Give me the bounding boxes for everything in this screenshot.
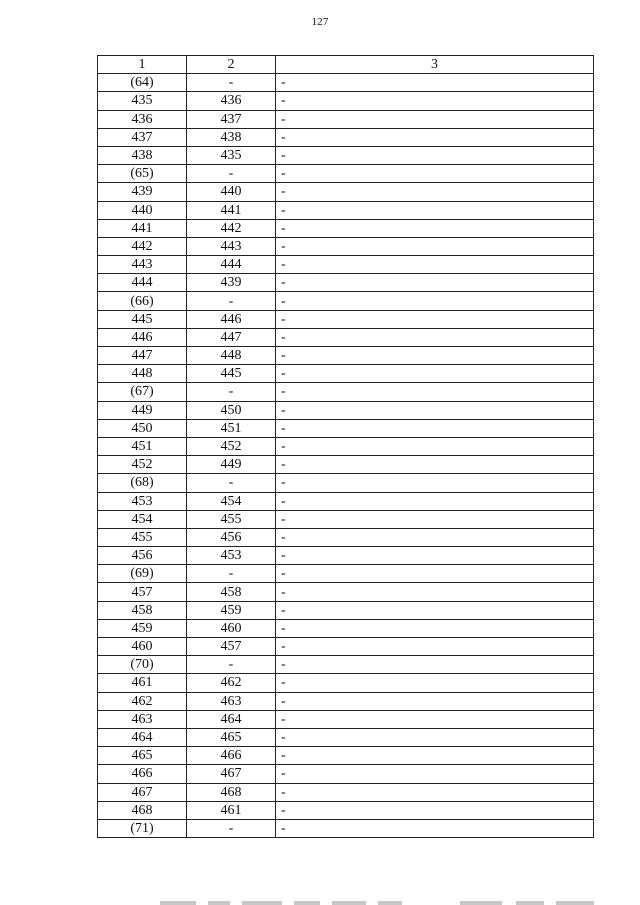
- table-row: [98, 674, 594, 692]
- table-cell-col-3: -: [276, 492, 594, 510]
- table-cell-col-3: -: [276, 710, 594, 728]
- table-row: [98, 565, 594, 583]
- table-cell-col-1: 442: [98, 237, 187, 255]
- table-row: [98, 437, 594, 455]
- table-cell-col-3: -: [276, 365, 594, 383]
- table-cell-col-2: 451: [187, 419, 276, 437]
- table-cell-col-3: -: [276, 274, 594, 292]
- table-cell-col-2: 447: [187, 328, 276, 346]
- table-row: [98, 783, 594, 801]
- table-cell-col-1: 450: [98, 419, 187, 437]
- table-cell-col-2: -: [187, 292, 276, 310]
- table-row: [98, 274, 594, 292]
- table-row: [98, 128, 594, 146]
- table-cell-col-2: 440: [187, 183, 276, 201]
- table-row: [98, 583, 594, 601]
- table-row: [98, 347, 594, 365]
- table-cell-col-3: -: [276, 237, 594, 255]
- table-cell-col-1: 456: [98, 547, 187, 565]
- table-cell-col-3: -: [276, 128, 594, 146]
- table-cell-col-3: -: [276, 728, 594, 746]
- table-cell-col-2: -: [187, 474, 276, 492]
- table-row: [98, 765, 594, 783]
- table-cell-col-2: 438: [187, 128, 276, 146]
- table-cell-col-3: -: [276, 437, 594, 455]
- table-row: [98, 328, 594, 346]
- table-cell-col-1: 440: [98, 201, 187, 219]
- table-cell-col-2: 465: [187, 728, 276, 746]
- table-cell-col-3: -: [276, 401, 594, 419]
- table-cell-col-3: -: [276, 419, 594, 437]
- header-column-1: 1: [98, 56, 187, 74]
- table-row: [98, 456, 594, 474]
- table-row: [98, 710, 594, 728]
- table-cell-col-2: 445: [187, 365, 276, 383]
- table-cell-col-1: (70): [98, 656, 187, 674]
- table-cell-col-2: 448: [187, 347, 276, 365]
- table-cell-col-2: 452: [187, 437, 276, 455]
- table-cell-col-1: 455: [98, 528, 187, 546]
- table-cell-col-1: (66): [98, 292, 187, 310]
- table-cell-col-2: -: [187, 383, 276, 401]
- table-row: [98, 183, 594, 201]
- table-row: [98, 292, 594, 310]
- table-row: [98, 74, 594, 92]
- table-cell-col-3: -: [276, 201, 594, 219]
- table-cell-col-3: -: [276, 292, 594, 310]
- table-cell-col-3: -: [276, 547, 594, 565]
- table-cell-col-1: 451: [98, 437, 187, 455]
- table-cell-col-2: -: [187, 565, 276, 583]
- table-cell-col-1: 465: [98, 747, 187, 765]
- table-cell-col-1: (67): [98, 383, 187, 401]
- table-row: [98, 365, 594, 383]
- table-cell-col-3: -: [276, 92, 594, 110]
- table-cell-col-2: 442: [187, 219, 276, 237]
- table-row: [98, 383, 594, 401]
- table-cell-col-3: -: [276, 219, 594, 237]
- table-cell-col-3: -: [276, 601, 594, 619]
- table-row: [98, 146, 594, 164]
- table-cell-col-2: 462: [187, 674, 276, 692]
- header-column-2: 2: [187, 56, 276, 74]
- table-cell-col-1: 462: [98, 692, 187, 710]
- table-cell-col-3: -: [276, 110, 594, 128]
- table-cell-col-2: 460: [187, 619, 276, 637]
- table-cell-col-2: 461: [187, 801, 276, 819]
- table-row: [98, 419, 594, 437]
- table-cell-col-1: 446: [98, 328, 187, 346]
- table-row: [98, 801, 594, 819]
- table-cell-col-2: 458: [187, 583, 276, 601]
- table-cell-col-2: 450: [187, 401, 276, 419]
- table-row: [98, 747, 594, 765]
- table-row: [98, 619, 594, 637]
- table-row: [98, 165, 594, 183]
- table-cell-col-2: 456: [187, 528, 276, 546]
- table-cell-col-1: 449: [98, 401, 187, 419]
- table-cell-col-3: -: [276, 256, 594, 274]
- table-cell-col-1: 444: [98, 274, 187, 292]
- table-cell-col-2: 455: [187, 510, 276, 528]
- table-row: [98, 92, 594, 110]
- table-row: [98, 237, 594, 255]
- table-cell-col-2: 466: [187, 747, 276, 765]
- table-cell-col-2: 464: [187, 710, 276, 728]
- table-row: [98, 219, 594, 237]
- header-row: [98, 56, 594, 74]
- table-cell-col-1: 437: [98, 128, 187, 146]
- table-cell-col-2: 435: [187, 146, 276, 164]
- table-cell-col-2: 467: [187, 765, 276, 783]
- table-row: [98, 547, 594, 565]
- table-cell-col-1: 460: [98, 638, 187, 656]
- table-row: [98, 492, 594, 510]
- table-cell-col-2: 441: [187, 201, 276, 219]
- table-cell-col-3: -: [276, 565, 594, 583]
- table-cell-col-1: 443: [98, 256, 187, 274]
- table-cell-col-3: -: [276, 583, 594, 601]
- table-cell-col-1: (69): [98, 565, 187, 583]
- table-row: [98, 256, 594, 274]
- table-cell-col-3: -: [276, 765, 594, 783]
- table-cell-col-3: -: [276, 819, 594, 837]
- table-cell-col-2: 446: [187, 310, 276, 328]
- table-cell-col-2: 444: [187, 256, 276, 274]
- table-cell-col-1: (65): [98, 165, 187, 183]
- table-cell-col-1: 441: [98, 219, 187, 237]
- table-row: [98, 201, 594, 219]
- table-cell-col-1: 463: [98, 710, 187, 728]
- table-cell-col-2: 437: [187, 110, 276, 128]
- table-cell-col-3: -: [276, 165, 594, 183]
- table-cell-col-3: -: [276, 619, 594, 637]
- table-cell-col-1: (68): [98, 474, 187, 492]
- table-cell-col-2: -: [187, 74, 276, 92]
- table-cell-col-1: (71): [98, 819, 187, 837]
- table-cell-col-1: (64): [98, 74, 187, 92]
- table-row: [98, 638, 594, 656]
- table-cell-col-3: -: [276, 183, 594, 201]
- table-cell-col-1: 439: [98, 183, 187, 201]
- table-cell-col-2: 459: [187, 601, 276, 619]
- table-cell-col-3: -: [276, 801, 594, 819]
- table-cell-col-2: 453: [187, 547, 276, 565]
- table-cell-col-2: 436: [187, 92, 276, 110]
- table-cell-col-1: 453: [98, 492, 187, 510]
- table-cell-col-1: 435: [98, 92, 187, 110]
- table-cell-col-2: -: [187, 819, 276, 837]
- table-cell-col-2: 449: [187, 456, 276, 474]
- table-cell-col-2: 468: [187, 783, 276, 801]
- table-cell-col-1: 438: [98, 146, 187, 164]
- table-cell-col-3: -: [276, 656, 594, 674]
- page-number: 127: [311, 16, 329, 28]
- table-cell-col-1: 445: [98, 310, 187, 328]
- table-cell-col-3: -: [276, 347, 594, 365]
- table-row: [98, 401, 594, 419]
- table-cell-col-1: 447: [98, 347, 187, 365]
- table-cell-col-2: -: [187, 165, 276, 183]
- table-cell-col-2: 457: [187, 638, 276, 656]
- table-cell-col-2: 454: [187, 492, 276, 510]
- table-cell-col-1: 458: [98, 601, 187, 619]
- table-cell-col-3: -: [276, 692, 594, 710]
- table-header: [98, 56, 594, 74]
- table-cell-col-1: 467: [98, 783, 187, 801]
- table-row: [98, 728, 594, 746]
- table-cell-col-3: -: [276, 528, 594, 546]
- table-row: [98, 528, 594, 546]
- table-cell-col-1: 459: [98, 619, 187, 637]
- table-row: [98, 510, 594, 528]
- table-cell-col-1: 464: [98, 728, 187, 746]
- footer-scan-artifact: [160, 893, 600, 905]
- table-cell-col-1: 466: [98, 765, 187, 783]
- data-table: [97, 55, 594, 838]
- header-column-3: 3: [276, 56, 594, 74]
- table-cell-col-3: -: [276, 638, 594, 656]
- table-row: [98, 474, 594, 492]
- table-cell-col-3: -: [276, 74, 594, 92]
- table-cell-col-3: -: [276, 146, 594, 164]
- table-cell-col-3: -: [276, 310, 594, 328]
- table-cell-col-2: -: [187, 656, 276, 674]
- table-row: [98, 601, 594, 619]
- table-cell-col-2: 443: [187, 237, 276, 255]
- table-cell-col-1: 436: [98, 110, 187, 128]
- table-cell-col-3: -: [276, 474, 594, 492]
- table-body: [98, 74, 594, 838]
- table-row: [98, 819, 594, 837]
- table-cell-col-1: 468: [98, 801, 187, 819]
- table-cell-col-1: 452: [98, 456, 187, 474]
- table-cell-col-1: 457: [98, 583, 187, 601]
- table-row: [98, 692, 594, 710]
- table-cell-col-1: 448: [98, 365, 187, 383]
- table-cell-col-3: -: [276, 783, 594, 801]
- table-cell-col-3: -: [276, 456, 594, 474]
- table-cell-col-3: -: [276, 328, 594, 346]
- table-cell-col-3: -: [276, 674, 594, 692]
- table-cell-col-2: 463: [187, 692, 276, 710]
- table-cell-col-2: 439: [187, 274, 276, 292]
- table-row: [98, 310, 594, 328]
- table-row: [98, 110, 594, 128]
- table-row: [98, 656, 594, 674]
- table-cell-col-3: -: [276, 383, 594, 401]
- table-cell-col-3: -: [276, 510, 594, 528]
- table-cell-col-1: 454: [98, 510, 187, 528]
- table-cell-col-3: -: [276, 747, 594, 765]
- table-cell-col-1: 461: [98, 674, 187, 692]
